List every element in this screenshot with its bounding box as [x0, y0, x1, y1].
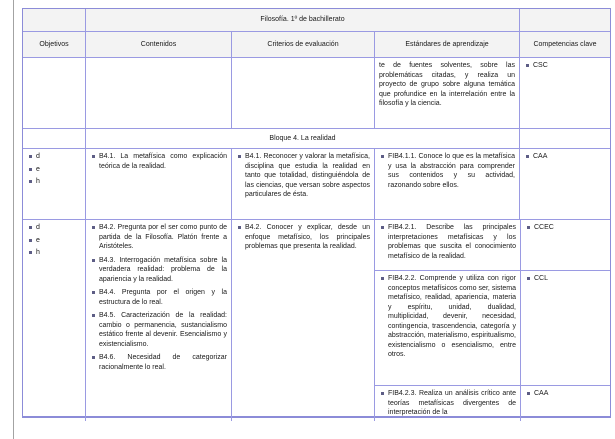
column-header-contenidos: Contenidos — [85, 32, 231, 57]
estandar-subrow — [375, 220, 610, 270]
table-row-continuation — [23, 57, 610, 128]
estandares-competencias-group — [374, 220, 610, 421]
cell-competencia — [519, 149, 610, 219]
objetivo-letter: h — [36, 249, 40, 256]
competencia-label: CAA — [533, 153, 548, 160]
bloque-cell-empty-right — [519, 129, 610, 148]
bloque-cell-empty-left — [23, 129, 85, 148]
bullet-icon — [526, 155, 529, 158]
table-row-b42 — [23, 219, 610, 421]
cell-contenidos — [85, 220, 231, 421]
bullet-icon — [92, 314, 95, 317]
contenido-text: B4.6. Necesidad de categorizar racionalmente lo real. — [99, 354, 227, 371]
contenido-text: B4.5. Caracterización de la realidad: cambio o permanencia, sustancialismo estático frente al devenir. Esencialismo y existencialismo. — [99, 312, 227, 348]
cell-estandares — [375, 220, 520, 270]
column-header-competencias: Competencias clave — [519, 32, 610, 57]
contenido-text: B4.2. Pregunta por el ser como punto de partida de la Filosofía. Platón frente a Aristóteles. — [99, 224, 227, 250]
bullet-icon — [381, 226, 384, 229]
bullet-icon — [381, 392, 384, 395]
bullet-icon — [527, 226, 530, 229]
cell-contenidos — [85, 149, 231, 219]
contenido-text: B4.4. Pregunta por el origen y la estructura de lo real. — [99, 289, 227, 306]
cell-competencia — [519, 58, 610, 128]
bullet-icon — [527, 277, 530, 280]
cell-criterios — [231, 220, 374, 421]
criterio-text: B4.2. Conocer y explicar, desde un enfoque metafísico, los principales problemas que presenta la realidad. — [245, 224, 370, 250]
bullet-icon — [92, 155, 95, 158]
criterio-text: B4.1. Reconocer y valorar la metafísica, disciplina que estudia la realidad en tanto que totalidad, distinguiéndola de las ciencias, que versan sobre aspectos particulares de ésta. — [245, 153, 370, 198]
bullet-icon — [238, 226, 241, 229]
bullet-icon — [92, 226, 95, 229]
column-header-estandares: Estándares de aprendizaje — [374, 32, 519, 57]
bullet-icon — [92, 259, 95, 262]
cell-objetivos-empty — [23, 58, 85, 128]
bullet-icon — [29, 168, 32, 171]
column-header-criterios: Criterios de evaluación — [231, 32, 374, 57]
estandar-text: FIB4.2.3. Realiza un análisis crítico ante teorías metafísicas divergentes de interpretación de la — [388, 390, 516, 416]
objetivo-letter: d — [36, 224, 40, 231]
curriculum-table — [22, 8, 611, 418]
competencia-label: CCL — [534, 275, 549, 282]
bullet-icon — [526, 64, 529, 67]
objetivo-letter: h — [36, 178, 40, 185]
bullet-icon — [29, 180, 32, 183]
estandar-text: FIB4.2.2. Comprende y utiliza con rigor conceptos metafísicos como ser, sistema metafísico, realidad, apariencia, materia y espíritu, unidad, dualidad, multiplicidad, devenir, necesidad, contingencia, trascendencia, categoría y abstracción, materialismo, espiritualismo, existencialismo o esencialismo, entre otros. — [388, 275, 516, 358]
table-row-column-headers — [23, 31, 610, 57]
cell-objetivos — [23, 220, 85, 421]
bullet-icon — [527, 392, 530, 395]
cell-competencia — [520, 220, 610, 270]
table-title: Filosofía. 1º de bachillerato — [85, 9, 519, 31]
page-margin-line — [13, 0, 14, 439]
competencia-label: CAA — [534, 390, 549, 397]
title-cell-empty-right — [519, 9, 610, 31]
bullet-icon — [29, 155, 32, 158]
cell-criterios — [231, 149, 374, 219]
competencia-label: CSC — [533, 62, 548, 69]
bullet-icon — [238, 155, 241, 158]
cell-estandares — [375, 386, 520, 421]
estandar-text: te de fuentes solventes, sobre las problemáticas citadas, y realiza un proyecto de grupo sobre alguna temática que profundice en la interrelación entre la filosofía y la ciencia. — [379, 62, 515, 107]
objetivo-letter: d — [36, 153, 40, 160]
bullet-icon — [92, 291, 95, 294]
column-header-objetivos: Objetivos — [39, 40, 69, 48]
objetivo-letter: e — [36, 165, 40, 173]
contenido-text: B4.1. La metafísica como explicación teórica de la realidad. — [99, 153, 227, 170]
table-row-title — [23, 9, 610, 31]
cell-estandares — [375, 271, 520, 385]
estandar-text: FIB4.2.1. Describe las principales interpretaciones metafísicas y los problemas que suscita el conocimiento metafísico de la realidad. — [388, 224, 516, 260]
bullet-icon — [381, 277, 384, 280]
cell-competencia — [520, 271, 610, 385]
bullet-icon — [381, 155, 384, 158]
cell-competencia — [520, 386, 610, 421]
objetivo-letter: e — [36, 236, 40, 244]
estandar-subrow — [375, 270, 610, 385]
estandar-text: FIB4.1.1. Conoce lo que es la metafísica y usa la abstracción para comprender sus contenidos y su actividad, razonando sobre ellos. — [388, 153, 515, 189]
bullet-icon — [29, 239, 32, 242]
bullet-icon — [29, 226, 32, 229]
cell-contenidos-empty — [85, 58, 231, 128]
bloque-header: Bloque 4. La realidad — [85, 129, 519, 148]
bullet-icon — [92, 356, 95, 359]
cell-objetivos — [23, 149, 85, 219]
cell-criterios-empty — [231, 58, 374, 128]
contenido-text: B4.3. Interrogación metafísica sobre la verdadera realidad: problema de la apariencia y la realidad. — [99, 256, 227, 283]
table-row-bloque — [23, 128, 610, 148]
cell-estandares — [374, 149, 519, 219]
title-cell-empty-left — [23, 9, 85, 31]
cell-estandar-continuation — [374, 58, 519, 128]
estandar-subrow — [375, 385, 610, 421]
table-row-b41 — [23, 148, 610, 219]
bullet-icon — [29, 251, 32, 254]
competencia-label: CCEC — [534, 224, 554, 231]
